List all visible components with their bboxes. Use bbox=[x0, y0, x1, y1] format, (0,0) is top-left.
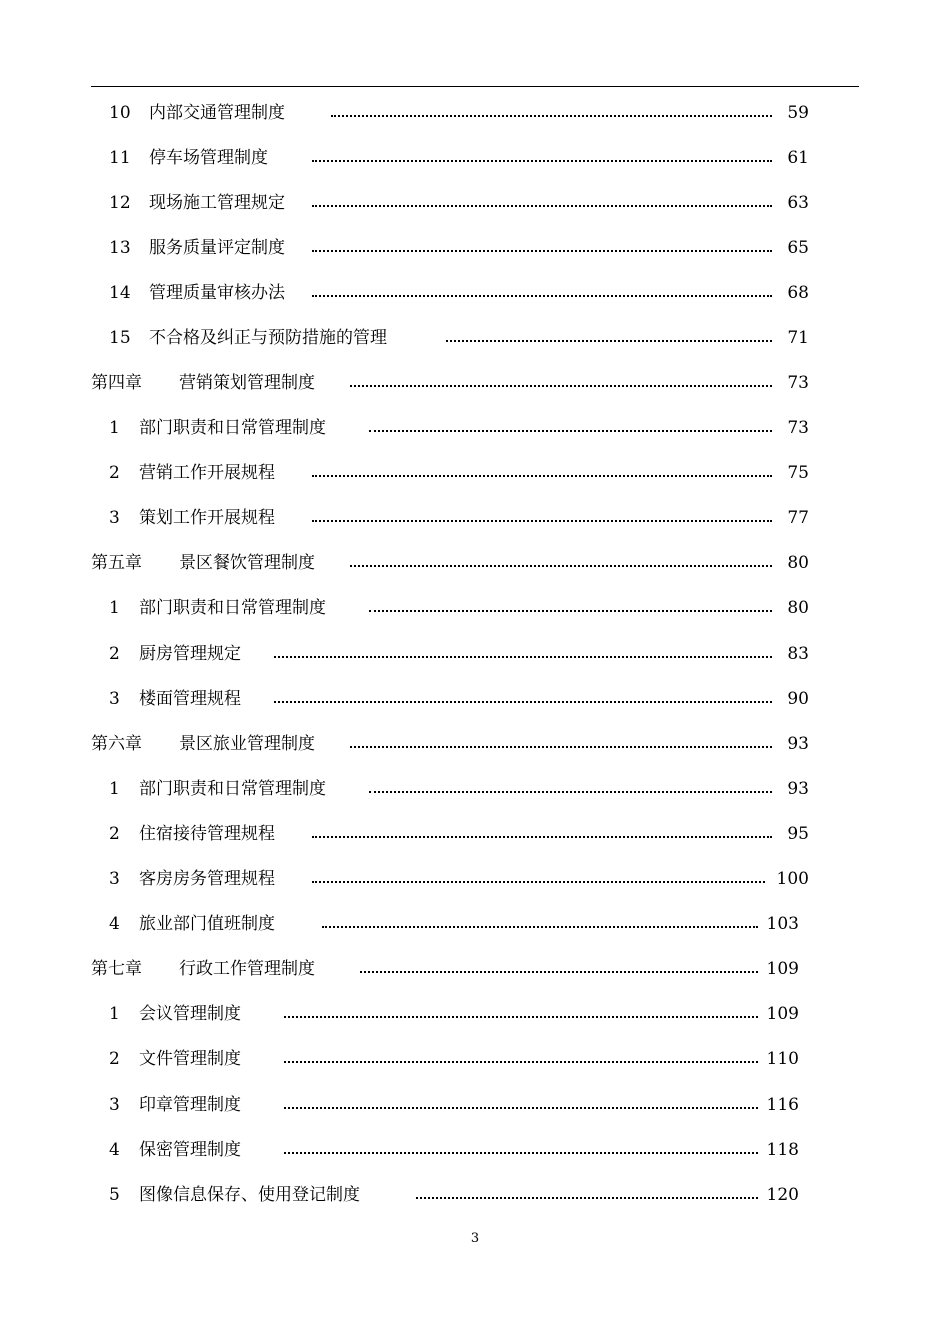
toc-entry-title: 内部交通管理制度 bbox=[149, 103, 285, 123]
page-number: 3 bbox=[470, 1231, 480, 1246]
toc-entry-title: 会议管理制度 bbox=[139, 1004, 241, 1024]
toc-entry-number: 2 bbox=[109, 463, 120, 483]
toc-entry[interactable] bbox=[0, 642, 950, 666]
toc-entry-title: 厨房管理规定 bbox=[139, 644, 241, 664]
toc-entry-title: 管理质量审核办法 bbox=[149, 283, 285, 303]
toc-entry-number: 4 bbox=[109, 1140, 120, 1160]
toc-chapter[interactable] bbox=[0, 732, 950, 756]
dot-leader bbox=[274, 701, 772, 703]
toc-entry-page: 83 bbox=[787, 644, 809, 664]
toc-entry-page: 95 bbox=[787, 824, 809, 844]
toc-entry-title: 部门职责和日常管理制度 bbox=[139, 598, 326, 618]
toc-entry-number: 1 bbox=[109, 1004, 120, 1024]
dot-leader bbox=[284, 1107, 758, 1109]
dot-leader bbox=[416, 1197, 758, 1199]
dot-leader bbox=[312, 475, 772, 477]
toc-entry-number: 10 bbox=[109, 103, 131, 123]
toc-entry-number: 12 bbox=[109, 193, 131, 213]
toc-entry[interactable] bbox=[0, 912, 950, 936]
dot-leader bbox=[274, 656, 772, 658]
dot-leader bbox=[331, 115, 772, 117]
toc-entry-page: 109 bbox=[766, 1004, 799, 1024]
toc-entry-page: 90 bbox=[787, 689, 809, 709]
toc-entry-page: 93 bbox=[787, 734, 809, 754]
dot-leader bbox=[322, 926, 758, 928]
toc-entry[interactable] bbox=[0, 867, 950, 891]
toc-chapter-title: 景区餐饮管理制度 bbox=[179, 553, 315, 573]
dot-leader bbox=[312, 295, 772, 297]
toc-chapter[interactable] bbox=[0, 371, 950, 395]
toc-entry-number: 3 bbox=[109, 508, 120, 528]
toc-entry[interactable] bbox=[0, 1002, 950, 1026]
toc-chapter[interactable] bbox=[0, 551, 950, 575]
toc-entry-page: 120 bbox=[766, 1185, 799, 1205]
toc-entry-number: 1 bbox=[109, 779, 120, 799]
toc-entry-number: 15 bbox=[109, 328, 131, 348]
toc-entry-number: 5 bbox=[109, 1185, 120, 1205]
toc-entry-title: 旅业部门值班制度 bbox=[139, 914, 275, 934]
dot-leader bbox=[369, 791, 772, 793]
toc-entry-number: 3 bbox=[109, 869, 120, 889]
toc-chapter-title: 景区旅业管理制度 bbox=[179, 734, 315, 754]
dot-leader bbox=[312, 836, 772, 838]
toc-chapter-title: 营销策划管理制度 bbox=[179, 373, 315, 393]
toc-entry-page: 68 bbox=[787, 283, 809, 303]
dot-leader bbox=[312, 250, 772, 252]
toc-entry[interactable] bbox=[0, 1138, 950, 1162]
toc-chapter-number: 第五章 bbox=[91, 553, 142, 573]
dot-leader bbox=[446, 340, 772, 342]
toc-entry-page: 110 bbox=[766, 1049, 799, 1069]
toc-entry-number: 2 bbox=[109, 824, 120, 844]
toc-entry-page: 73 bbox=[787, 418, 809, 438]
toc-entry-page: 65 bbox=[787, 238, 809, 258]
toc-entry-number: 11 bbox=[109, 148, 131, 168]
toc-chapter-number: 第六章 bbox=[91, 734, 142, 754]
toc-entry-title: 服务质量评定制度 bbox=[149, 238, 285, 258]
toc-entry[interactable] bbox=[0, 822, 950, 846]
dot-leader bbox=[312, 205, 772, 207]
toc-entry[interactable] bbox=[0, 236, 950, 260]
toc-entry-page: 77 bbox=[787, 508, 809, 528]
dot-leader bbox=[350, 565, 772, 567]
toc-entry[interactable] bbox=[0, 191, 950, 215]
toc-entry-title: 策划工作开展规程 bbox=[139, 508, 275, 528]
toc-entry[interactable] bbox=[0, 777, 950, 801]
toc-chapter-number: 第七章 bbox=[91, 959, 142, 979]
toc-entry-title: 现场施工管理规定 bbox=[149, 193, 285, 213]
toc-entry[interactable] bbox=[0, 101, 950, 125]
dot-leader bbox=[312, 520, 772, 522]
dot-leader bbox=[284, 1152, 758, 1154]
toc-entry-number: 2 bbox=[109, 644, 120, 664]
toc-entry-page: 103 bbox=[766, 914, 799, 934]
toc-entry[interactable] bbox=[0, 596, 950, 620]
toc-entry-title: 印章管理制度 bbox=[139, 1095, 241, 1115]
dot-leader bbox=[369, 430, 772, 432]
toc-entry-title: 不合格及纠正与预防措施的管理 bbox=[149, 328, 387, 348]
toc-entry-page: 93 bbox=[787, 779, 809, 799]
toc-entry[interactable] bbox=[0, 416, 950, 440]
toc-entry-page: 80 bbox=[787, 553, 809, 573]
toc-entry-page: 100 bbox=[776, 869, 809, 889]
toc-entry-number: 3 bbox=[109, 689, 120, 709]
toc-entry[interactable] bbox=[0, 506, 950, 530]
toc-entry[interactable] bbox=[0, 687, 950, 711]
toc-entry-number: 4 bbox=[109, 914, 120, 934]
toc-entry-title: 部门职责和日常管理制度 bbox=[139, 779, 326, 799]
toc-entry[interactable] bbox=[0, 1047, 950, 1071]
toc-entry-page: 71 bbox=[787, 328, 809, 348]
toc-entry-page: 116 bbox=[766, 1095, 799, 1115]
dot-leader bbox=[350, 746, 772, 748]
toc-entry[interactable] bbox=[0, 326, 950, 350]
toc-entry-title: 文件管理制度 bbox=[139, 1049, 241, 1069]
toc-entry-page: 109 bbox=[766, 959, 799, 979]
toc-entry-title: 图像信息保存、使用登记制度 bbox=[139, 1185, 360, 1205]
toc-entry-number: 14 bbox=[109, 283, 131, 303]
toc-entry-page: 75 bbox=[787, 463, 809, 483]
toc-entry-number: 3 bbox=[109, 1095, 120, 1115]
toc-entry[interactable] bbox=[0, 281, 950, 305]
dot-leader bbox=[284, 1016, 758, 1018]
toc-entry-page: 61 bbox=[787, 148, 809, 168]
dot-leader bbox=[284, 1061, 758, 1063]
toc-entry-title: 保密管理制度 bbox=[139, 1140, 241, 1160]
dot-leader bbox=[312, 881, 765, 883]
toc-entry[interactable] bbox=[0, 461, 950, 485]
toc-chapter-title: 行政工作管理制度 bbox=[179, 959, 315, 979]
toc-entry-title: 楼面管理规程 bbox=[139, 689, 241, 709]
dot-leader bbox=[360, 971, 758, 973]
toc-entry[interactable] bbox=[0, 1183, 950, 1207]
toc-entry-page: 80 bbox=[787, 598, 809, 618]
toc-entry-number: 2 bbox=[109, 1049, 120, 1069]
toc-entry-page: 73 bbox=[787, 373, 809, 393]
toc-entry[interactable] bbox=[0, 146, 950, 170]
toc-entry-number: 1 bbox=[109, 418, 120, 438]
toc-entry-page: 59 bbox=[787, 103, 809, 123]
dot-leader bbox=[369, 610, 772, 612]
toc-entry-page: 118 bbox=[766, 1140, 799, 1160]
toc-entry-title: 住宿接待管理规程 bbox=[139, 824, 275, 844]
header-rule bbox=[91, 86, 859, 87]
dot-leader bbox=[312, 160, 772, 162]
toc-entry-number: 13 bbox=[109, 238, 131, 258]
toc-chapter-number: 第四章 bbox=[91, 373, 142, 393]
toc-entry-title: 部门职责和日常管理制度 bbox=[139, 418, 326, 438]
toc-entry-title: 停车场管理制度 bbox=[149, 148, 268, 168]
toc-chapter[interactable] bbox=[0, 957, 950, 981]
toc-entry-number: 1 bbox=[109, 598, 120, 618]
toc-entry-page: 63 bbox=[787, 193, 809, 213]
dot-leader bbox=[350, 385, 772, 387]
toc-entry-title: 营销工作开展规程 bbox=[139, 463, 275, 483]
toc-entry[interactable] bbox=[0, 1093, 950, 1117]
toc-entry-title: 客房房务管理规程 bbox=[139, 869, 275, 889]
